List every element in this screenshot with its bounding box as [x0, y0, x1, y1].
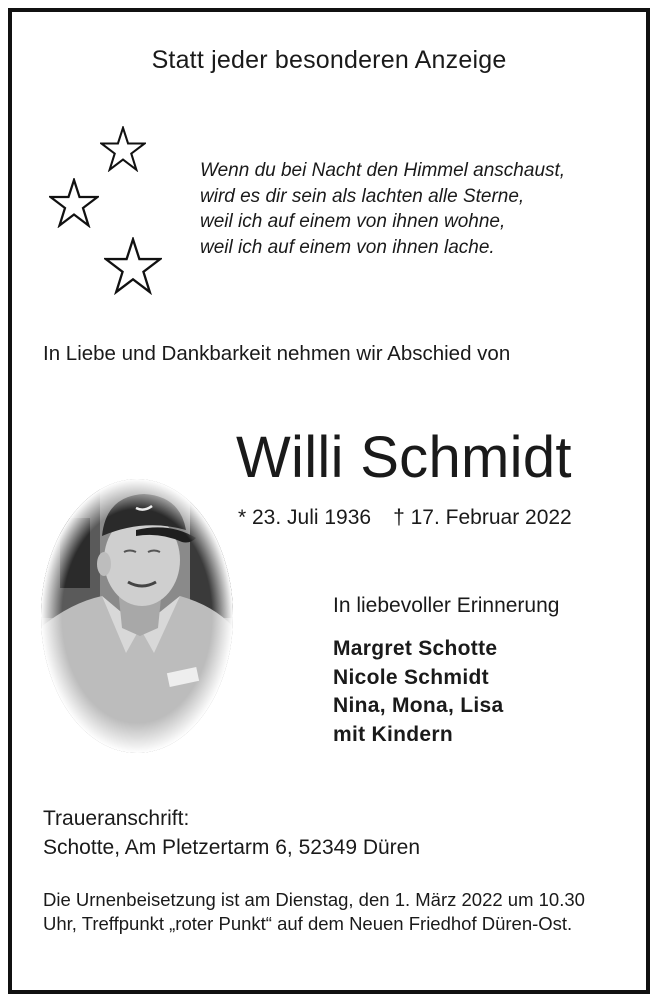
burial-notice: Die Urnenbeisetzung ist am Dienstag, den 1. März 2022 um 10.30 Uhr, Treffpunkt „roter Punkt“ auf dem Neuen Friedhof Düren-Ost.	[43, 889, 585, 934]
deceased-name: Willi Schmidt	[236, 425, 572, 490]
star-icon	[100, 126, 146, 172]
mourner: Nicole Schmidt	[333, 665, 489, 689]
poem-line: weil ich auf einem von ihnen lache.	[200, 236, 495, 258]
mourner: mit Kindern	[333, 722, 453, 746]
portrait-photo	[40, 478, 234, 754]
poem-line: Wenn du bei Nacht den Himmel anschaust,	[200, 160, 566, 181]
address-label: Traueranschrift:	[43, 807, 190, 830]
address: Schotte, Am Pletzertarm 6, 52349 Düren	[43, 836, 421, 859]
mourners-list	[333, 635, 504, 749]
life-dates	[238, 506, 572, 530]
obituary-frame	[8, 8, 650, 994]
memory-line: In liebevoller Erinnerung	[333, 594, 560, 617]
poem-line: wird es dir sein als lachten alle Sterne,	[200, 185, 525, 207]
death-date: † 17. Februar 2022	[393, 506, 572, 529]
birth-date: * 23. Juli 1936	[238, 506, 372, 529]
poem	[200, 158, 565, 260]
headline: Statt jeder besonderen Anzeige	[151, 46, 507, 74]
farewell-intro: In Liebe und Dankbarkeit nehmen wir Abschied von	[43, 342, 511, 365]
mourner: Margret Schotte	[333, 637, 498, 660]
star-icon	[104, 237, 162, 295]
star-icon	[49, 178, 99, 228]
poem-line: weil ich auf einem von ihnen wohne,	[200, 211, 506, 232]
mourner: Nina, Mona, Lisa	[333, 694, 504, 717]
